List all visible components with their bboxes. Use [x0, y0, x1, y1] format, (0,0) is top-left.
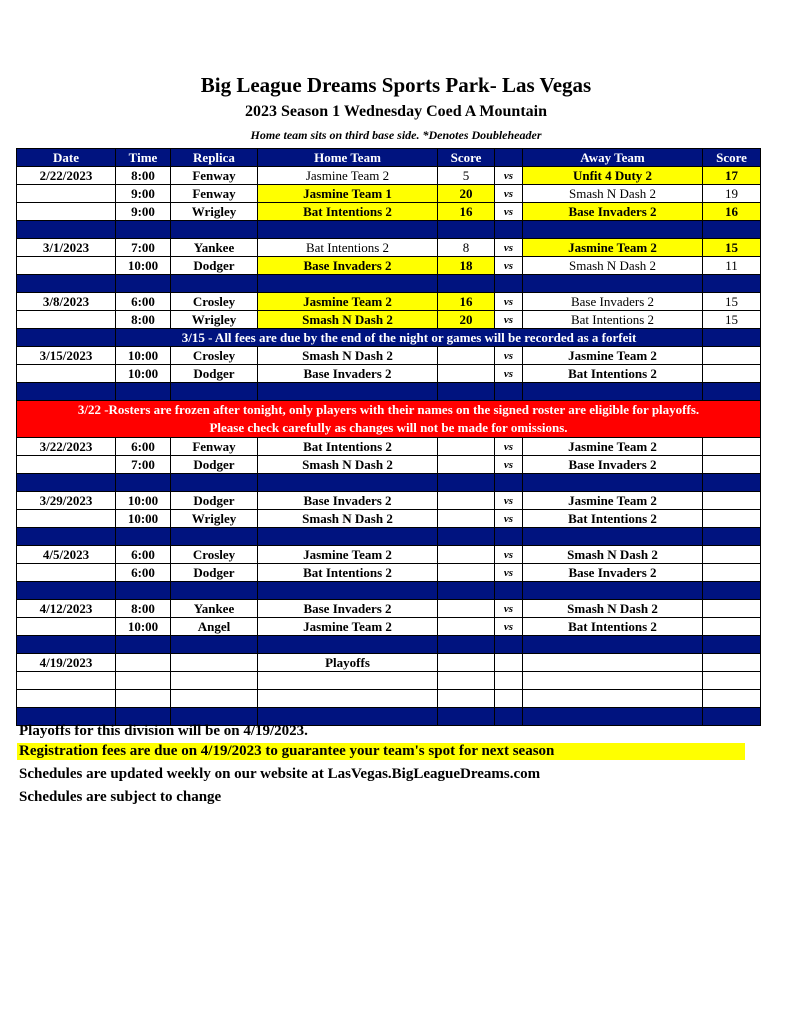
header-away-score: Score: [703, 149, 761, 167]
replica-cell: Angel: [171, 618, 258, 636]
blank-cell: [17, 329, 116, 347]
separator-cell: [703, 275, 761, 293]
separator-cell: [116, 582, 171, 600]
score-cell: [703, 690, 761, 708]
separator-cell: [438, 708, 495, 726]
vs-label: vs: [495, 167, 523, 185]
away-score-cell: 17: [703, 167, 761, 185]
home-team-cell: Jasmine Team 1: [258, 185, 438, 203]
away-team-cell: Base Invaders 2: [523, 564, 703, 582]
separator-cell: [438, 636, 495, 654]
time-cell: 6:00: [116, 438, 171, 456]
away-team-cell: Jasmine Team 2: [523, 492, 703, 510]
separator-cell: [258, 383, 438, 401]
separator-cell: [438, 221, 495, 239]
vs-cell: [495, 690, 523, 708]
separator-row: [17, 383, 761, 401]
game-row: [17, 618, 761, 636]
separator-cell: [495, 221, 523, 239]
replica-cell: Wrigley: [171, 510, 258, 528]
score-cell: [438, 690, 495, 708]
replica-cell: [171, 672, 258, 690]
away-team-cell: Base Invaders 2: [523, 456, 703, 474]
separator-cell: [171, 221, 258, 239]
separator-cell: [703, 708, 761, 726]
separator-cell: [116, 636, 171, 654]
replica-cell: Dodger: [171, 492, 258, 510]
replica-cell: Crosley: [171, 293, 258, 311]
separator-cell: [523, 383, 703, 401]
date-cell: [17, 690, 116, 708]
score-cell: [703, 672, 761, 690]
home-score-cell: [438, 456, 495, 474]
away-team-cell: Bat Intentions 2: [523, 510, 703, 528]
separator-cell: [523, 636, 703, 654]
vs-label: vs: [495, 239, 523, 257]
date-cell: 4/12/2023: [17, 600, 116, 618]
separator-cell: [116, 275, 171, 293]
away-score-cell: [703, 618, 761, 636]
date-cell: 3/15/2023: [17, 347, 116, 365]
separator-cell: [438, 582, 495, 600]
separator-cell: [17, 221, 116, 239]
separator-row: [17, 636, 761, 654]
home-team-cell: [258, 690, 438, 708]
date-cell: [17, 365, 116, 383]
vs-label: vs: [495, 203, 523, 221]
away-score-cell: 11: [703, 257, 761, 275]
home-team-cell: Jasmine Team 2: [258, 618, 438, 636]
vs-label: vs: [495, 456, 523, 474]
date-cell: [17, 203, 116, 221]
separator-cell: [258, 275, 438, 293]
separator-cell: [258, 474, 438, 492]
replica-cell: [171, 690, 258, 708]
home-team-cell: Bat Intentions 2: [258, 438, 438, 456]
home-team-cell: Jasmine Team 2: [258, 167, 438, 185]
roster-notice-line2: Please check carefully as changes will not be made for omissions.: [209, 420, 568, 435]
game-row: [17, 293, 761, 311]
subject-to-change-note: Schedules are subject to change: [19, 789, 222, 805]
home-score-cell: 5: [438, 167, 495, 185]
separator-cell: [495, 275, 523, 293]
time-cell: 10:00: [116, 510, 171, 528]
replica-cell: Wrigley: [171, 203, 258, 221]
away-team-cell: [523, 672, 703, 690]
separator-cell: [495, 474, 523, 492]
home-score-cell: 20: [438, 185, 495, 203]
home-score-cell: 8: [438, 239, 495, 257]
replica-cell: Fenway: [171, 438, 258, 456]
game-row: [17, 510, 761, 528]
home-team-cell: Smash N Dash 2: [258, 510, 438, 528]
away-team-cell: Smash N Dash 2: [523, 185, 703, 203]
game-row: [17, 492, 761, 510]
playoff-row: [17, 672, 761, 690]
time-cell: 8:00: [116, 600, 171, 618]
date-cell: [17, 564, 116, 582]
home-score-cell: [438, 600, 495, 618]
vs-label: vs: [495, 311, 523, 329]
home-score-cell: [438, 347, 495, 365]
separator-cell: [523, 582, 703, 600]
roster-notice-line1: 3/22 -Rosters are frozen after tonight, only players with their names on the signed roster are eligible for playoffs.: [77, 402, 700, 417]
away-score-cell: [703, 456, 761, 474]
separator-cell: [258, 528, 438, 546]
separator-cell: [438, 383, 495, 401]
vs-label: vs: [495, 600, 523, 618]
score-cell: [438, 654, 495, 672]
date-cell: [17, 257, 116, 275]
date-cell: [17, 185, 116, 203]
home-team-cell: Smash N Dash 2: [258, 456, 438, 474]
replica-cell: Crosley: [171, 546, 258, 564]
separator-row: [17, 582, 761, 600]
home-team-cell: Base Invaders 2: [258, 600, 438, 618]
playoff-row: [17, 690, 761, 708]
replica-cell: Fenway: [171, 185, 258, 203]
page-title: Big League Dreams Sports Park- Las Vegas: [200, 73, 592, 97]
game-row: [17, 185, 761, 203]
date-cell: 2/22/2023: [17, 167, 116, 185]
time-cell: 9:00: [116, 203, 171, 221]
replica-cell: Wrigley: [171, 311, 258, 329]
replica-cell: [171, 654, 258, 672]
home-team-cell: Base Invaders 2: [258, 365, 438, 383]
website-note: Schedules are updated weekly on our website at LasVegas.BigLeagueDreams.com: [19, 766, 541, 782]
away-score-cell: [703, 546, 761, 564]
replica-cell: Dodger: [171, 257, 258, 275]
vs-label: vs: [495, 293, 523, 311]
separator-cell: [258, 636, 438, 654]
time-cell: [116, 672, 171, 690]
away-score-cell: 15: [703, 311, 761, 329]
separator-cell: [17, 383, 116, 401]
home-score-cell: [438, 510, 495, 528]
separator-row: [17, 474, 761, 492]
fee-notice-row: [17, 329, 761, 347]
home-score-cell: 18: [438, 257, 495, 275]
home-team-cell: Jasmine Team 2: [258, 293, 438, 311]
time-cell: 7:00: [116, 239, 171, 257]
date-cell: 4/19/2023: [17, 654, 116, 672]
separator-row: [17, 528, 761, 546]
vs-label: vs: [495, 564, 523, 582]
separator-cell: [17, 528, 116, 546]
vs-label: vs: [495, 365, 523, 383]
date-cell: 4/5/2023: [17, 546, 116, 564]
home-team-cell: Jasmine Team 2: [258, 546, 438, 564]
table-header: [17, 149, 761, 167]
playoffs-note: Playoffs for this division will be on 4/19/2023.: [19, 723, 308, 739]
home-team-cell: Base Invaders 2: [258, 257, 438, 275]
separator-cell: [703, 474, 761, 492]
separator-cell: [523, 528, 703, 546]
game-row: [17, 365, 761, 383]
date-cell: [17, 618, 116, 636]
replica-cell: Yankee: [171, 600, 258, 618]
home-team-cell: Bat Intentions 2: [258, 239, 438, 257]
vs-label: vs: [495, 510, 523, 528]
separator-cell: [523, 708, 703, 726]
away-team-cell: Smash N Dash 2: [523, 257, 703, 275]
away-team-cell: Jasmine Team 2: [523, 239, 703, 257]
vs-label: vs: [495, 618, 523, 636]
separator-cell: [171, 474, 258, 492]
time-cell: [116, 690, 171, 708]
time-cell: 10:00: [116, 257, 171, 275]
time-cell: 10:00: [116, 347, 171, 365]
game-row: [17, 347, 761, 365]
schedule-table: [16, 148, 761, 726]
time-cell: 6:00: [116, 564, 171, 582]
time-cell: 10:00: [116, 492, 171, 510]
away-team-cell: Bat Intentions 2: [523, 311, 703, 329]
score-cell: [703, 654, 761, 672]
separator-cell: [171, 383, 258, 401]
date-cell: 3/8/2023: [17, 293, 116, 311]
playoff-row: [17, 654, 761, 672]
away-team-cell: Jasmine Team 2: [523, 347, 703, 365]
separator-cell: [438, 474, 495, 492]
time-cell: [116, 654, 171, 672]
separator-cell: [171, 636, 258, 654]
vs-label: vs: [495, 185, 523, 203]
score-cell: [438, 672, 495, 690]
separator-cell: [17, 636, 116, 654]
home-team-note: Home team sits on third base side. *Denotes Doubleheader: [250, 128, 542, 142]
vs-label: vs: [495, 492, 523, 510]
registration-note: Registration fees are due on 4/19/2023 to guarantee your team's spot for next season: [17, 743, 745, 760]
away-team-cell: Bat Intentions 2: [523, 365, 703, 383]
separator-cell: [171, 528, 258, 546]
date-cell: [17, 456, 116, 474]
header-home-team: Home Team: [258, 149, 438, 167]
away-team-cell: Bat Intentions 2: [523, 618, 703, 636]
separator-cell: [17, 275, 116, 293]
home-team-cell: Smash N Dash 2: [258, 311, 438, 329]
time-cell: 10:00: [116, 365, 171, 383]
separator-cell: [17, 474, 116, 492]
away-team-cell: Smash N Dash 2: [523, 546, 703, 564]
vs-label: vs: [495, 347, 523, 365]
header-home-score: Score: [438, 149, 495, 167]
away-team-cell: Smash N Dash 2: [523, 600, 703, 618]
home-score-cell: [438, 546, 495, 564]
time-cell: 8:00: [116, 167, 171, 185]
separator-cell: [171, 582, 258, 600]
game-row: [17, 239, 761, 257]
vs-label: vs: [495, 257, 523, 275]
separator-row: [17, 221, 761, 239]
away-score-cell: [703, 600, 761, 618]
separator-row: [17, 275, 761, 293]
separator-cell: [495, 582, 523, 600]
home-team-cell: Bat Intentions 2: [258, 203, 438, 221]
home-score-cell: 16: [438, 293, 495, 311]
away-score-cell: 16: [703, 203, 761, 221]
roster-notice-row: [17, 401, 761, 438]
separator-cell: [703, 636, 761, 654]
away-team-cell: Jasmine Team 2: [523, 438, 703, 456]
game-row: [17, 564, 761, 582]
header-time: Time: [116, 149, 171, 167]
home-team-cell: Bat Intentions 2: [258, 564, 438, 582]
away-score-cell: [703, 365, 761, 383]
vs-cell: [495, 654, 523, 672]
home-team-cell: [258, 672, 438, 690]
header-away-team: Away Team: [523, 149, 703, 167]
replica-cell: Yankee: [171, 239, 258, 257]
away-team-cell: [523, 690, 703, 708]
game-row: [17, 257, 761, 275]
replica-cell: Crosley: [171, 347, 258, 365]
away-score-cell: 19: [703, 185, 761, 203]
home-team-cell: Playoffs: [258, 654, 438, 672]
away-score-cell: [703, 510, 761, 528]
separator-cell: [495, 708, 523, 726]
date-cell: 3/1/2023: [17, 239, 116, 257]
header-replica: Replica: [171, 149, 258, 167]
home-team-cell: Smash N Dash 2: [258, 347, 438, 365]
home-score-cell: [438, 438, 495, 456]
separator-cell: [258, 582, 438, 600]
separator-cell: [258, 221, 438, 239]
separator-cell: [495, 636, 523, 654]
game-row: [17, 456, 761, 474]
separator-cell: [116, 383, 171, 401]
home-score-cell: [438, 492, 495, 510]
time-cell: 6:00: [116, 293, 171, 311]
away-score-cell: [703, 492, 761, 510]
home-score-cell: 16: [438, 203, 495, 221]
time-cell: 9:00: [116, 185, 171, 203]
replica-cell: Dodger: [171, 564, 258, 582]
vs-cell: [495, 672, 523, 690]
separator-cell: [523, 275, 703, 293]
time-cell: 6:00: [116, 546, 171, 564]
fee-notice: 3/15 - All fees are due by the end of the night or games will be recorded as a forfeit: [116, 329, 703, 347]
separator-cell: [116, 528, 171, 546]
time-cell: 8:00: [116, 311, 171, 329]
roster-notice: [17, 401, 761, 438]
header-vs: [495, 149, 523, 167]
home-score-cell: [438, 618, 495, 636]
away-team-cell: Unfit 4 Duty 2: [523, 167, 703, 185]
vs-label: vs: [495, 546, 523, 564]
time-cell: 10:00: [116, 618, 171, 636]
away-team-cell: [523, 654, 703, 672]
separator-cell: [116, 221, 171, 239]
game-row: [17, 203, 761, 221]
game-row: [17, 600, 761, 618]
separator-cell: [523, 221, 703, 239]
separator-cell: [438, 275, 495, 293]
away-team-cell: Base Invaders 2: [523, 293, 703, 311]
separator-cell: [17, 582, 116, 600]
date-cell: [17, 510, 116, 528]
date-cell: 3/22/2023: [17, 438, 116, 456]
blank-cell: [703, 329, 761, 347]
header-date: Date: [17, 149, 116, 167]
game-row: [17, 438, 761, 456]
separator-cell: [703, 221, 761, 239]
date-cell: 3/29/2023: [17, 492, 116, 510]
separator-cell: [116, 474, 171, 492]
home-score-cell: [438, 365, 495, 383]
separator-cell: [703, 528, 761, 546]
separator-cell: [703, 383, 761, 401]
game-row: [17, 311, 761, 329]
page-subtitle: 2023 Season 1 Wednesday Coed A Mountain: [245, 103, 547, 120]
away-team-cell: Base Invaders 2: [523, 203, 703, 221]
away-score-cell: 15: [703, 293, 761, 311]
vs-label: vs: [495, 438, 523, 456]
home-score-cell: 20: [438, 311, 495, 329]
home-team-cell: Base Invaders 2: [258, 492, 438, 510]
date-cell: [17, 311, 116, 329]
separator-cell: [703, 582, 761, 600]
separator-cell: [523, 474, 703, 492]
replica-cell: Fenway: [171, 167, 258, 185]
separator-cell: [171, 275, 258, 293]
away-score-cell: [703, 564, 761, 582]
away-score-cell: 15: [703, 239, 761, 257]
game-row: [17, 546, 761, 564]
home-score-cell: [438, 564, 495, 582]
time-cell: 7:00: [116, 456, 171, 474]
date-cell: [17, 672, 116, 690]
separator-cell: [495, 383, 523, 401]
away-score-cell: [703, 347, 761, 365]
replica-cell: Dodger: [171, 365, 258, 383]
separator-cell: [438, 528, 495, 546]
separator-cell: [495, 528, 523, 546]
away-score-cell: [703, 438, 761, 456]
game-row: [17, 167, 761, 185]
replica-cell: Dodger: [171, 456, 258, 474]
